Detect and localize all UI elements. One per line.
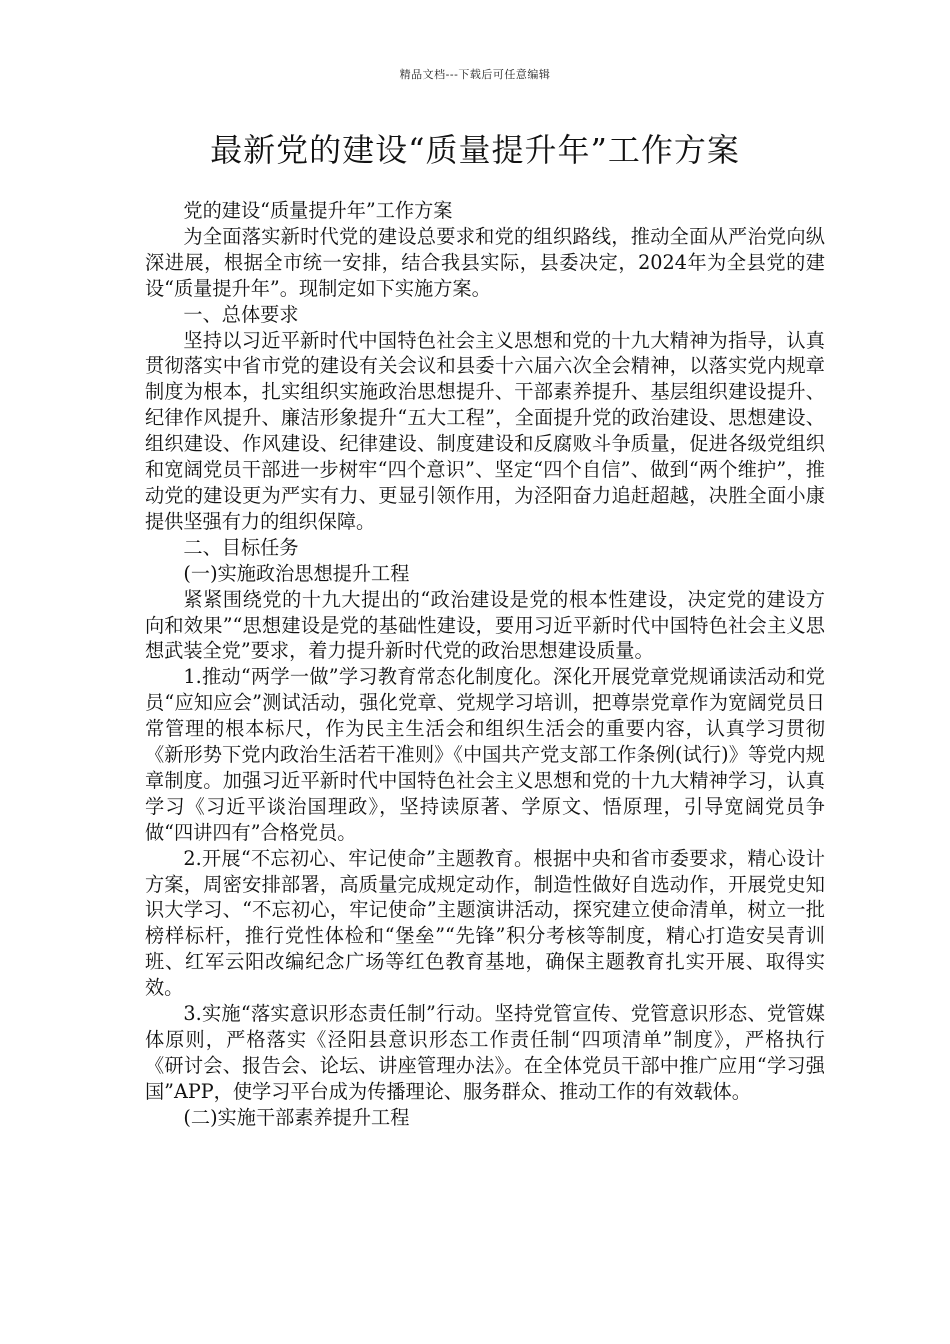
subsection-heading-cadre-quality: (二)实施干部素养提升工程: [183, 1105, 410, 1129]
subtitle-paragraph: 党的建设“质量提升年”工作方案: [183, 199, 453, 222]
section-heading-objectives: 二、目标任务: [183, 535, 299, 559]
document-body: [145, 198, 825, 1131]
page-header-note: 精品文档---下载后可任意编辑: [399, 68, 551, 81]
general-requirements-paragraph: 坚持以习近平新时代中国特色社会主义思想和党的十九大精神为指导，认真贯彻落实中省市党的建设有关会议和县委十六届六次全会精神，以落实党内规章制度为根本，扎实组织实施政治思想提升、干部素养提升、基层组织建设提升、纪律作风提升、廉洁形象提升“五大工程”，全面提升党的政治建设、思想建设、组织建设、作风建设、纪律建设、制度建设和反腐败斗争质量，促进各级党组织和宽阔党员干部进一步树牢“四个意识”、坚定“四个自信”、做到“两个维护”，推动党的建设更为严实有力、更显引领作用，为泾阳奋力追赶超越，决胜全面小康提供坚强有力的组织保障。: [145, 328, 825, 533]
document-title: 最新党的建设“质量提升年”工作方案: [210, 131, 740, 169]
intro-paragraph: 为全面落实新时代党的建设总要求和党的组织路线，推动全面从严治党向纵深进展，根据全市统一安排，结合我县实际，县委决定，2024年为全县党的建设“质量提升年”。现制定如下实施方案。: [145, 224, 825, 300]
subsection-heading-political-ideology: (一)实施政治思想提升工程: [183, 561, 410, 585]
item-2-paragraph: 2.开展“不忘初心、牢记使命”主题教育。根据中央和省市委要求，精心设计方案，周密安排部署，高质量完成规定动作，制造性做好自选动作，开展党史知识大学习、“不忘初心，牢记使命”主题演讲活动，探究建立使命清单，树立一批榜样标杆，推行党性体检和“堡垒”“先锋”积分考核等制度，精心打造安吴青训班、红军云阳改编纪念广场等红色教育基地，确保主题教育扎实开展、取得实效。: [145, 846, 825, 1000]
item-1-paragraph: 1.推动“两学一做”学习教育常态化制度化。深化开展党章党规诵读活动和党员“应知应会”测试活动，强化党章、党规学习培训，把尊崇党章作为宽阔党员日常管理的根本标尺，作为民主生活会和组织生活会的重要内容，认真学习贯彻《新形势下党内政治生活若干准则》《中国共产党支部工作条例(试行)》等党内规章制度。加强习近平新时代中国特色社会主义思想和党的十九大精神学习，认真学习《习近平谈治国理政》，坚持读原著、学原文、悟原理，引导宽阔党员争做“四讲四有”合格党员。: [145, 665, 825, 844]
item-3-paragraph: 3.实施“落实意识形态责任制”行动。坚持党管宣传、党管意识形态、党管媒体原则，严格落实《泾阳县意识形态工作责任制“四项清单”制度》，严格执行《研讨会、报告会、论坛、讲座管理办法》。在全体党员干部中推广应用“学习强国”APP，使学习平台成为传播理论、服务群众、推动工作的有效载体。: [145, 1002, 825, 1103]
section-heading-general-requirements: 一、总体要求: [183, 302, 299, 326]
political-ideology-paragraph: 紧紧围绕党的十九大提出的“政治建设是党的根本性建设，决定党的建设方向和效果”“思想建设是党的基础性建设，要用习近平新时代中国特色社会主义思想武装全党”要求，着力提升新时代党的政治思想建设质量。: [145, 587, 825, 663]
